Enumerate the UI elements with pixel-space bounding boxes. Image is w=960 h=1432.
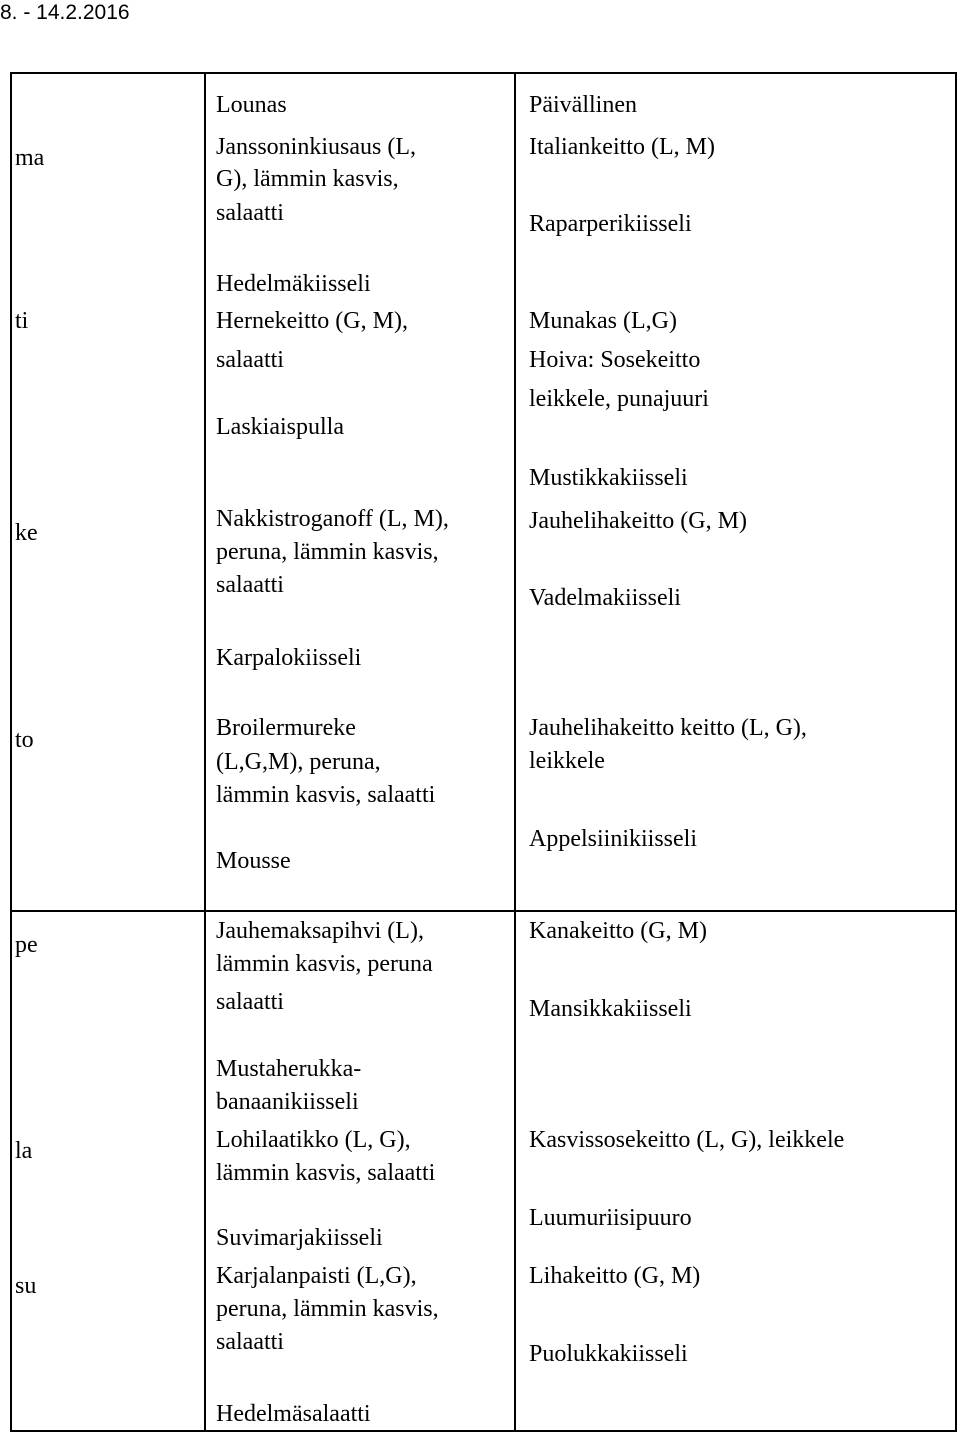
lunch-dessert: Suvimarjakiisseli: [216, 1225, 383, 1251]
lunch-line: salaatti: [216, 347, 284, 373]
dinner-dessert: Puolukkakiisseli: [529, 1341, 688, 1367]
dinner-line: Lihakeitto (G, M): [529, 1263, 701, 1289]
dinner-line: Jauhelihakeitto (G, M): [529, 508, 747, 534]
day-label: ti: [15, 308, 29, 334]
lunch-dessert: Mousse: [216, 848, 291, 874]
day-label: su: [15, 1273, 37, 1299]
lunch-line: Broilermureke: [216, 715, 356, 741]
lunch-line: (L,G,M), peruna,: [216, 749, 381, 775]
dinner-line: Italiankeitto (L, M): [529, 134, 715, 160]
lunch-dessert: Mustaherukka-: [216, 1056, 362, 1082]
lunch-line: lämmin kasvis, salaatti: [216, 782, 436, 808]
lunch-line: salaatti: [216, 200, 284, 226]
lunch-line: lämmin kasvis, peruna: [216, 951, 433, 977]
day-label: to: [15, 727, 34, 753]
lunch-line: salaatti: [216, 572, 284, 598]
dinner-dessert: Appelsiinikiisseli: [529, 826, 697, 852]
lunch-line: Janssoninkiusaus (L,: [216, 134, 416, 160]
lunch-line: Jauhemaksapihvi (L),: [216, 918, 424, 944]
lunch-dessert: Karpalokiisseli: [216, 645, 362, 671]
lunch-line: Hernekeitto (G, M),: [216, 308, 408, 334]
day-label: la: [15, 1138, 33, 1164]
lunch-line: Karjalanpaisti (L,G),: [216, 1263, 417, 1289]
lunch-line: salaatti: [216, 989, 284, 1015]
table-border-top: [10, 72, 957, 74]
lunch-dessert: Hedelmäsalaatti: [216, 1401, 371, 1427]
column-divider-day: [204, 72, 206, 1432]
lunch-dessert: banaanikiisseli: [216, 1089, 359, 1115]
column-divider-lunch: [514, 72, 516, 1432]
lunch-dessert: Laskiaispulla: [216, 414, 344, 440]
dinner-line: Munakas (L,G): [529, 308, 677, 334]
day-label: pe: [15, 932, 38, 958]
lunch-line: lämmin kasvis, salaatti: [216, 1160, 436, 1186]
day-label: ke: [15, 520, 38, 546]
lunch-dessert: Hedelmäkiisseli: [216, 271, 371, 297]
dinner-column-header: Päivällinen: [529, 92, 637, 118]
dinner-dessert: Mansikkakiisseli: [529, 996, 692, 1022]
dinner-line: Jauhelihakeitto keitto (L, G),: [529, 715, 807, 741]
lunch-line: Nakkistroganoff (L, M),: [216, 506, 449, 532]
day-label: ma: [15, 145, 45, 171]
lunch-line: G), lämmin kasvis,: [216, 166, 399, 192]
dinner-line: Kasvissosekeitto (L, G), leikkele: [529, 1127, 845, 1153]
dinner-dessert: Luumuriisipuuro: [529, 1205, 692, 1231]
lunch-line: Lohilaatikko (L, G),: [216, 1127, 411, 1153]
menu-date-range: 8. - 14.2.2016: [0, 1, 130, 24]
table-border-right: [955, 72, 957, 1432]
row-divider-to-pe: [10, 910, 957, 912]
dinner-line: Hoiva: Sosekeitto: [529, 347, 701, 373]
dinner-dessert: Vadelmakiisseli: [529, 585, 681, 611]
lunch-column-header: Lounas: [216, 92, 287, 118]
dinner-line: leikkele: [529, 748, 605, 774]
lunch-line: peruna, lämmin kasvis,: [216, 1296, 439, 1322]
table-border-left: [10, 72, 12, 1432]
dinner-line: leikkele, punajuuri: [529, 386, 709, 412]
dinner-dessert: Raparperikiisseli: [529, 211, 692, 237]
lunch-line: peruna, lämmin kasvis,: [216, 539, 439, 565]
dinner-line: Kanakeitto (G, M): [529, 918, 707, 944]
dinner-dessert: Mustikkakiisseli: [529, 465, 688, 491]
lunch-line: salaatti: [216, 1329, 284, 1355]
